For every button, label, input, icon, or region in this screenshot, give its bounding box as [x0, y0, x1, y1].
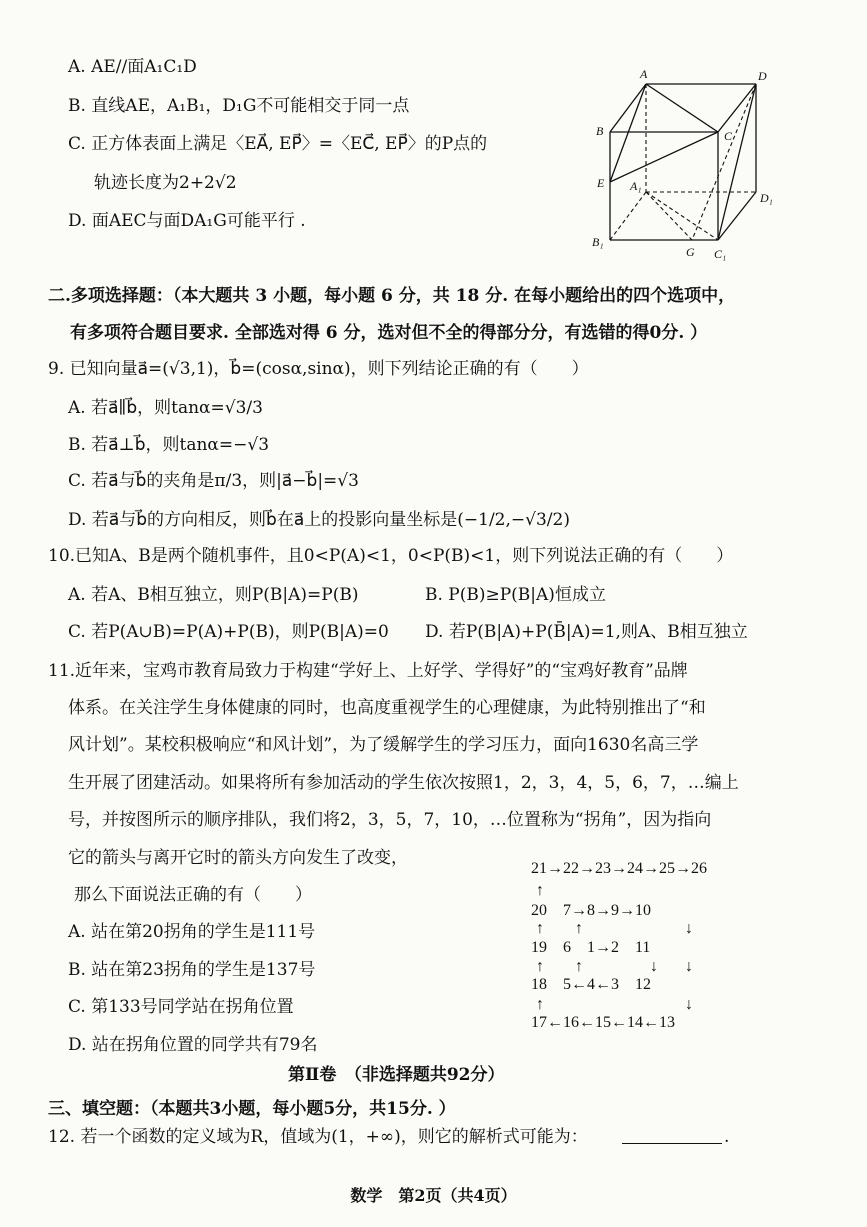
part2-title: 第Ⅱ卷 （非选择题共92分）: [288, 1065, 505, 1085]
q11-option-d: D. 站在拐角位置的同学共有79名: [68, 1035, 318, 1055]
spiral-row-5: 17←16←15←14←13: [531, 1014, 675, 1031]
spiral-row-2: 20 7→8→9→10: [531, 902, 652, 919]
arrow-up-icon: ↑: [536, 996, 544, 1013]
section3-title: 三、填空题：（本题共3小题，每小题5分，共15分. ）: [48, 1099, 456, 1119]
section2-title-cont: 有多项符合题目要求. 全部选对得 6 分，选对但不全的得部分分，有选错的得0分. ）: [70, 323, 708, 343]
arrow-up-icon: ↑: [536, 958, 544, 975]
cube-label-c: C: [724, 129, 733, 143]
q11-line6: 它的箭头与离开它时的箭头方向发生了改变，: [68, 848, 408, 868]
q11-option-c: C. 第133号同学站在拐角位置: [68, 997, 294, 1017]
q8-option-c: C. 正方体表面上满足〈EA⃗, EP⃗〉=〈EC⃗, EP⃗〉的P点的: [68, 134, 488, 154]
cube-label-a1: A₁: [630, 179, 642, 193]
q11-option-a: A. 站在第20拐角的学生是111号: [68, 922, 316, 942]
spiral-row-1: 21→22→23→24→25→26: [531, 860, 707, 877]
spiral-row-4: 18 5←4←3 12: [531, 976, 652, 993]
cube-figure: [588, 62, 788, 267]
cube-label-a: A: [640, 67, 648, 81]
q11-option-b: B. 站在第23拐角的学生是137号: [68, 960, 316, 980]
arrow-down-icon: ↓: [650, 958, 658, 975]
q12-period: .: [724, 1127, 730, 1147]
q10-option-b: B. P(B)≥P(B|A)恒成立: [425, 585, 606, 605]
q11-line4: 生开展了团建活动。如果将所有参加活动的学生依次按照1，2，3，4，5，6，7，…编上: [68, 773, 739, 793]
page-footer: 数学 第2页（共4页）: [350, 1186, 517, 1205]
q11-line7: 那么下面说法正确的有（ ）: [74, 885, 312, 905]
cube-label-g: G: [686, 245, 695, 259]
arrow-up-icon: ↑: [575, 958, 583, 975]
q11-line2: 体系。在关注学生身体健康的同时，也高度重视学生的心理健康，为此特别推出了“和: [68, 698, 706, 718]
section2-title: 二.多项选择题：（本大题共 3 小题，每小题 6 分，共 18 分. 在每小题给出的四个选项中，: [48, 286, 736, 306]
arrow-up-icon: ↑: [536, 882, 544, 899]
q10-option-c: C. 若P(A∪B)=P(A)+P(B)，则P(B|A)=0: [68, 622, 389, 642]
cube-label-d: D: [758, 69, 767, 83]
cube-label-b: B: [596, 124, 604, 138]
cube-label-d1: D₁: [760, 191, 773, 205]
arrow-down-icon: ↓: [685, 920, 693, 937]
q8-option-b: B. 直线AE，A₁B₁，D₁G不可能相交于同一点: [68, 96, 410, 116]
q10-stem: 10.已知A、B是两个随机事件，且0<P(A)<1，0<P(B)<1，则下列说法正确的有（ ）: [48, 546, 734, 566]
q10-option-a: A. 若A、B相互独立，则P(B|A)=P(B): [68, 585, 359, 605]
arrow-up-icon: ↑: [575, 920, 583, 937]
cube-label-c1: C₁: [714, 247, 727, 261]
q12-answer-blank[interactable]: [622, 1143, 722, 1144]
q11-line1: 11.近年来，宝鸡市教育局致力于构建“学好上、上好学、学得好”的“宝鸡好教育”品牌: [48, 661, 688, 681]
q9-option-a: A. 若a⃗∥b⃗，则tanα=√3/3: [68, 398, 263, 418]
arrow-down-icon: ↓: [685, 996, 693, 1013]
q12-stem: 12. 若一个函数的定义域为R，值域为(1，+∞)，则它的解析式可能为：: [48, 1127, 588, 1147]
q11-line5: 号，并按图所示的顺序排队，我们将2，3，5，7，10，…位置称为“拐角”，因为指向: [68, 810, 712, 830]
arrow-up-icon: ↑: [536, 920, 544, 937]
q10-option-d: D. 若P(B|A)+P(B̄|A)=1,则A、B相互独立: [425, 622, 748, 642]
cube-label-e: E: [597, 176, 605, 190]
q8-option-d: D. 面AEC与面DA₁G可能平行 .: [68, 211, 306, 231]
q9-option-d: D. 若a⃗与b⃗的方向相反，则b⃗在a⃗上的投影向量坐标是(−1/2,−√3/2): [68, 510, 570, 530]
cube-label-b1: B₁: [592, 235, 604, 249]
spiral-row-3: 19 6 1→2 11: [531, 939, 651, 956]
spiral-queue-figure: [525, 855, 755, 1040]
q8-option-c-cont: 轨迹长度为2+2√2: [94, 173, 237, 193]
q9-stem: 9. 已知向量a⃗=(√3,1)，b⃗=(cosα,sinα)，则下列结论正确的有（ ）: [48, 359, 589, 379]
q8-option-a: A. AE//面A₁C₁D: [68, 57, 197, 77]
q9-option-b: B. 若a⃗⊥b⃗，则tanα=−√3: [68, 435, 270, 455]
q9-option-c: C. 若a⃗与b⃗的夹角是π/3，则|a⃗−b⃗|=√3: [68, 471, 359, 491]
arrow-down-icon: ↓: [685, 958, 693, 975]
q11-line3: 风计划”。某校积极响应“和风计划”，为了缓解学生的学习压力，面向1630名高三学: [68, 735, 699, 755]
